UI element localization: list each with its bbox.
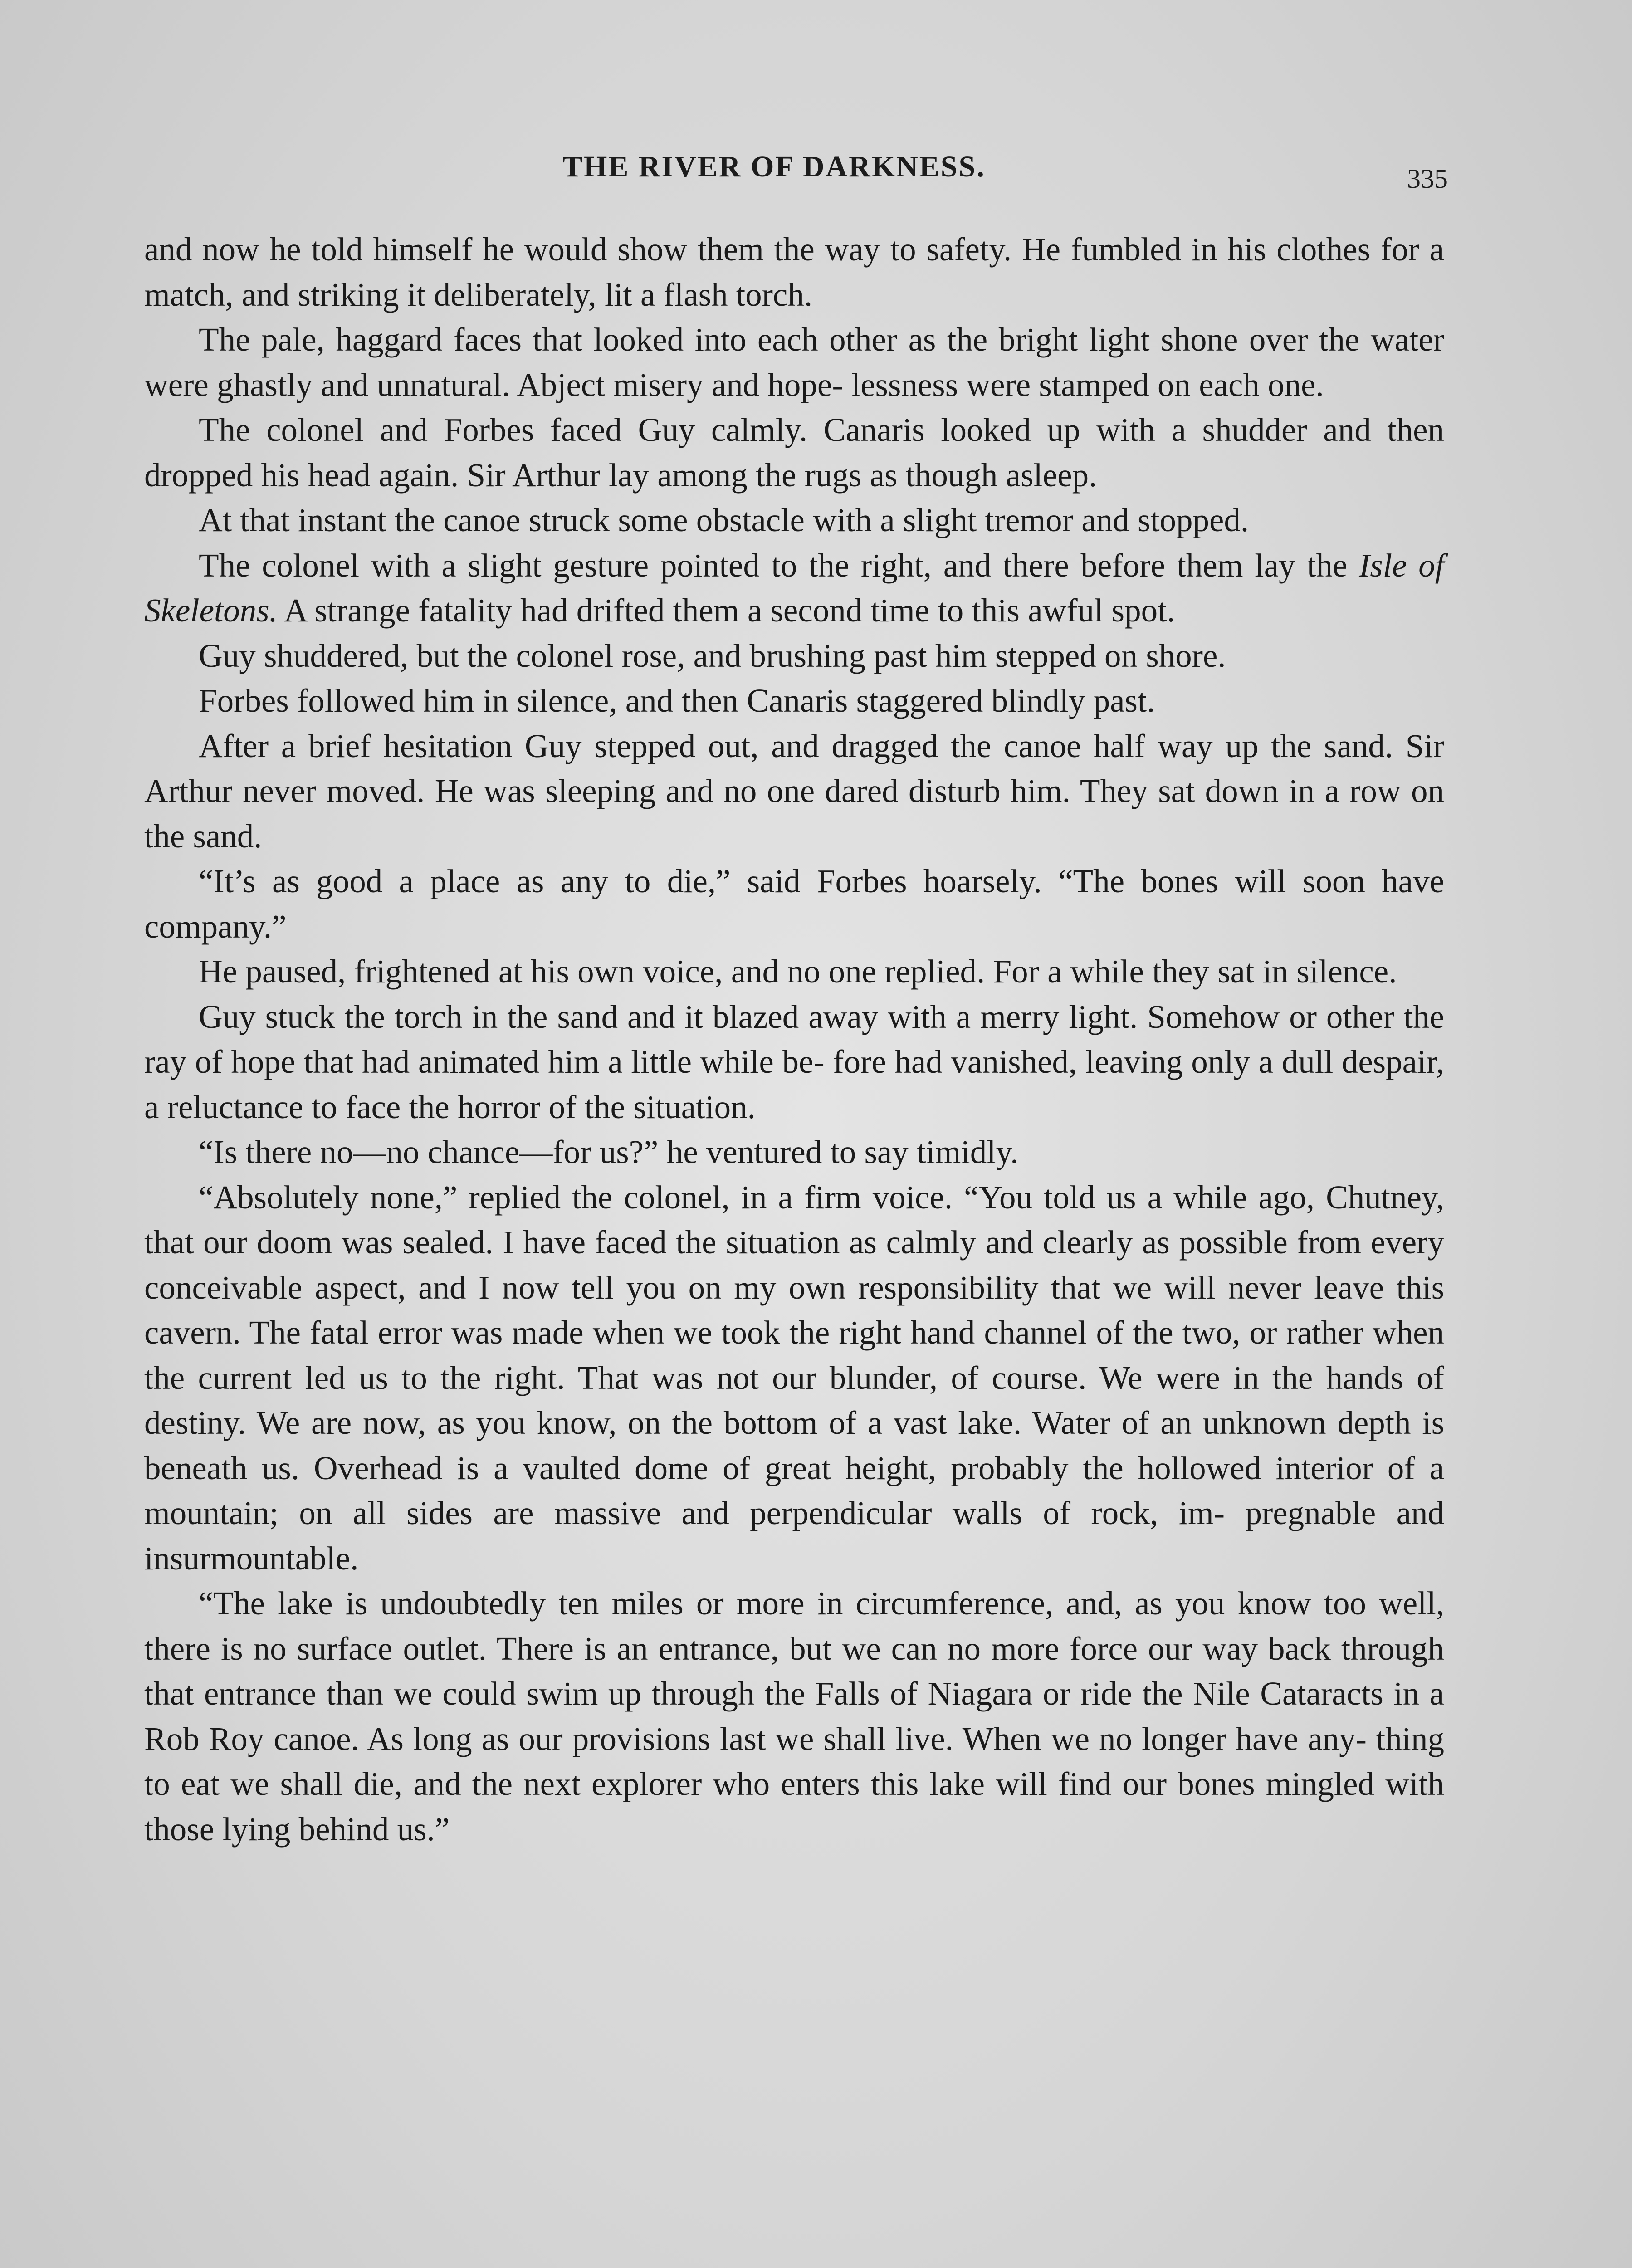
paragraph: At that instant the canoe struck some obstacle with a slight tremor and stopped. <box>199 502 1249 538</box>
paragraph: Guy stuck the torch in the sand and it blazed away with a merry light. Somehow or other the ray of hope that had animated him a little while be- fore had vanished, leaving only a dull despair, a reluctance to face the horror of the situation. <box>144 998 1444 1125</box>
paragraph: “Absolutely none,” replied the colonel, in a firm voice. “You told us a while ago, Chutney, that our doom was sealed. I have faced the situation as calmly and clearly as possible from every conceivable aspect, and I now tell you on my own responsibility that we will never leave this cavern. The fatal error was made when we took the right hand channel of the two, or rather when the current led us to the right. That was not our blunder, of course. We were in the hands of destiny. We are now, as you know, on the bottom of a vast lake. Water of an unknown depth is beneath us. Overhead is a vaulted dome of great height, probably the hollowed interior of a mountain; on all sides are massive and perpendicular walls of rock, im- pregnable and insurmountable. <box>144 1178 1444 1577</box>
paragraph: “The lake is undoubtedly ten miles or more in circumference, and, as you know too well, there is no surface outlet. There is an entrance, but we can no more force our way back through that entrance than we could swim up through the Falls of Niagara or ride the Nile Cataracts in a Rob Roy canoe. As long as our provisions last we shall live. When we no longer have any- thing to eat we shall die, and the next explorer who enters this lake will find our bones mingled with those lying behind us.” <box>144 1585 1444 1848</box>
paragraph: and now he told himself he would show them the way to safety. He fumbled in his clothes for a match, and striking it deliberately, lit a flash torch. <box>144 231 1444 313</box>
paragraph: He paused, frightened at his own voice, and no one replied. For a while they sat in silence. <box>199 953 1397 990</box>
page-number: 335 <box>1407 164 1448 194</box>
paragraph: The pale, haggard faces that looked into each other as the bright light shone over the water were ghastly and unnatural. Abject misery and hope- lessness were stamped on each one. <box>144 321 1444 403</box>
paragraph: “Is there no—no chance—for us?” he ventured to say timidly. <box>199 1134 1019 1170</box>
paragraph <box>144 543 1444 633</box>
paragraph: Forbes followed him in silence, and then Canaris staggered blindly past. <box>199 682 1155 719</box>
paragraph: Guy shuddered, but the colonel rose, and brushing past him stepped on shore. <box>199 637 1226 674</box>
paragraph: “It’s as good a place as any to die,” said Forbes hoarsely. “The bones will soon have company.” <box>144 863 1444 945</box>
paragraph: After a brief hesitation Guy stepped out, and dragged the canoe half way up the sand. Sir Arthur never moved. He was sleeping and no one dared disturb him. They sat down in a row on the sand. <box>144 727 1444 855</box>
paragraph: The colonel and Forbes faced Guy calmly. Canaris looked up with a shudder and then dropped his head again. Sir Arthur lay among the rugs as though asleep. <box>144 411 1444 494</box>
place-name-italic: Isle of Skeletons. <box>144 547 1444 629</box>
running-title: THE RIVER OF DARKNESS. <box>562 150 986 183</box>
paragraph-text: The colonel with a slight gesture pointed to the right, and there before them lay the <box>199 547 1359 584</box>
paragraph-text: A strange fatality had drifted them a second time to this awful spot. <box>277 592 1175 629</box>
page-header <box>0 150 1632 204</box>
body-text <box>144 227 1444 1852</box>
